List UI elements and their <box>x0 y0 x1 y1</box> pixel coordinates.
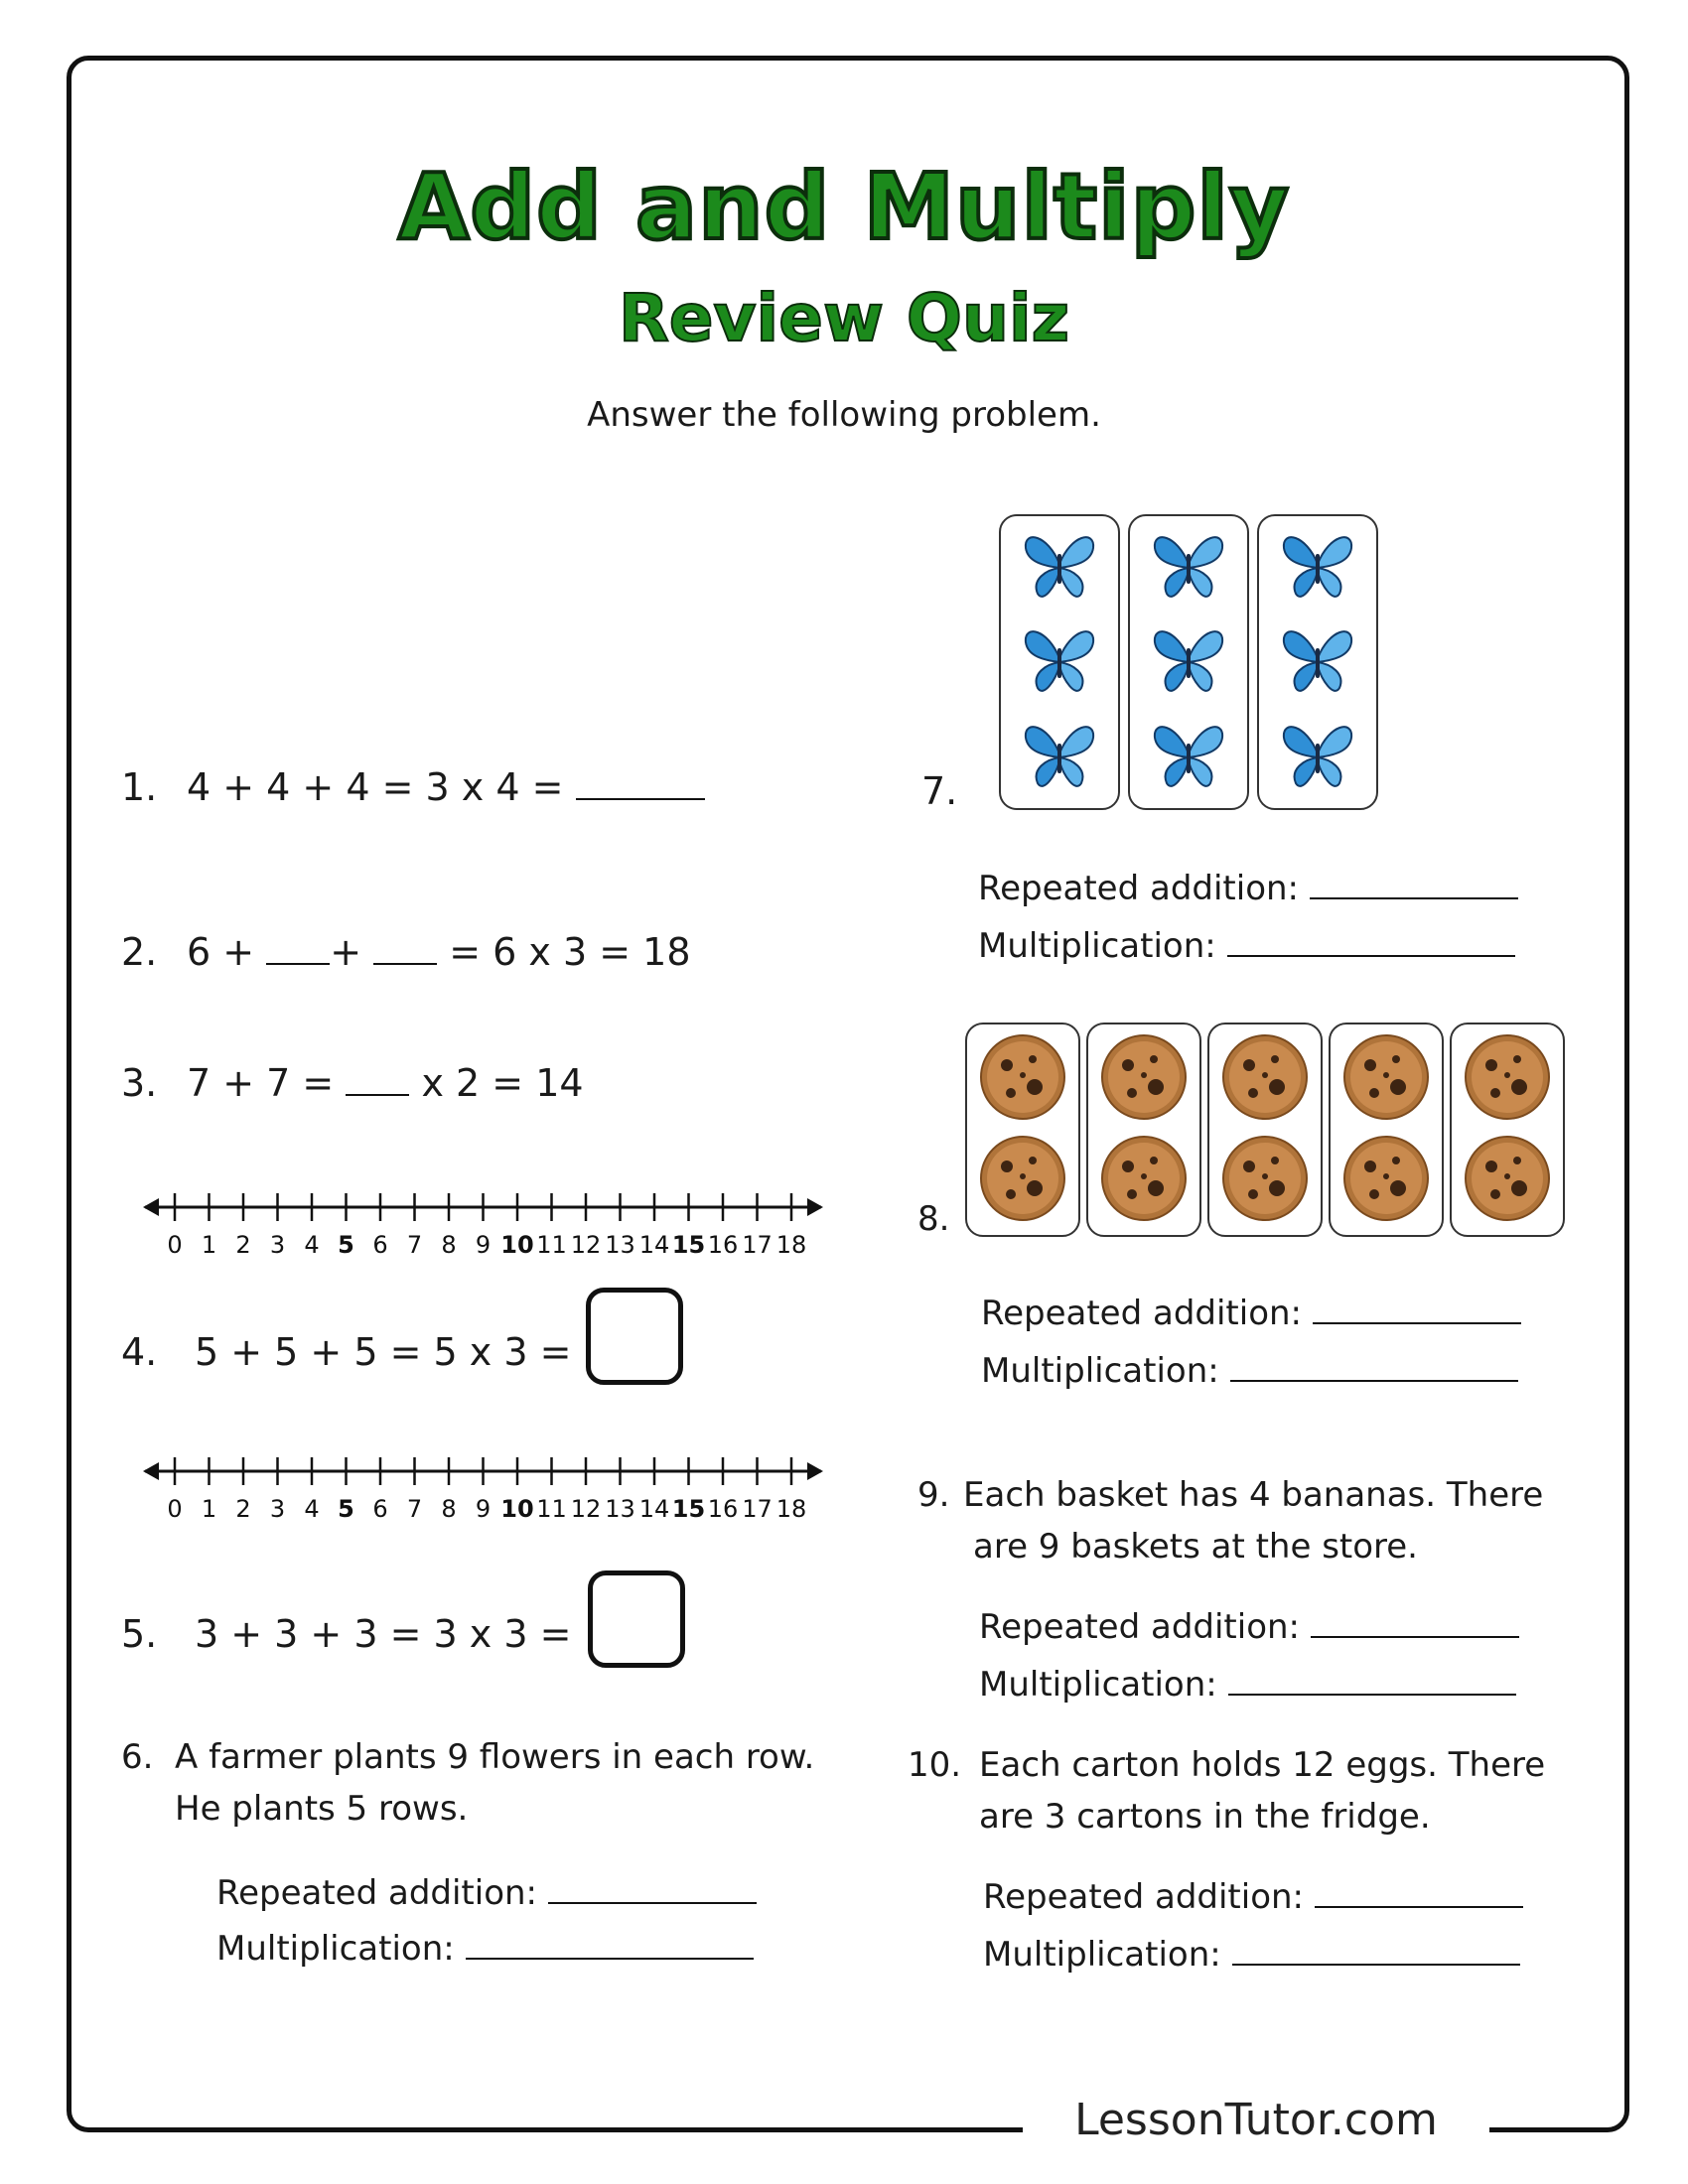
question-number: 4. <box>121 1330 158 1374</box>
cookie-icon <box>1340 1031 1432 1127</box>
number-line-label: 10 <box>500 1495 534 1523</box>
answer-blank[interactable] <box>1230 1346 1518 1382</box>
number-line-label: 8 <box>441 1495 457 1523</box>
question-text-line: Each basket has 4 bananas. There <box>963 1475 1544 1515</box>
answer-blank[interactable] <box>346 1060 409 1096</box>
question-9 <box>917 1469 1543 1572</box>
cookie-icon <box>977 1133 1068 1228</box>
number-line-label: 10 <box>500 1231 534 1259</box>
repeated-addition-label: Repeated addition: <box>983 1877 1305 1917</box>
question-4 <box>121 1330 571 1374</box>
question-number: 1. <box>121 765 158 809</box>
multiplication-label: Multiplication: <box>981 1351 1219 1391</box>
question-part: 7 + 7 = <box>187 1061 335 1105</box>
answer-box[interactable] <box>586 1288 683 1385</box>
answer-blank[interactable] <box>548 1868 757 1904</box>
number-line <box>139 1179 834 1269</box>
number-line-label: 1 <box>201 1495 217 1523</box>
number-line-label: 15 <box>671 1495 706 1523</box>
arrow-left-icon <box>143 1462 159 1480</box>
number-line-label: 15 <box>671 1231 706 1259</box>
repeated-addition-row <box>981 1289 1521 1333</box>
cookie-icon <box>1462 1133 1553 1228</box>
picture-group-card <box>1450 1023 1565 1237</box>
multiplication-row <box>216 1924 754 1969</box>
question-part: 6 + <box>187 930 255 974</box>
number-line-label: 9 <box>475 1495 492 1523</box>
question-number: 7. <box>921 769 958 813</box>
number-line-label: 18 <box>775 1495 807 1523</box>
answer-blank[interactable] <box>1315 1872 1523 1908</box>
butterfly-icon <box>1147 618 1230 706</box>
butterfly-icon <box>1018 618 1101 706</box>
butterfly-icon <box>1018 714 1101 801</box>
number-line-label: 0 <box>167 1495 183 1523</box>
answer-blank[interactable] <box>373 929 437 965</box>
question-part: + <box>330 930 362 974</box>
repeated-addition-label: Repeated addition: <box>216 1873 538 1913</box>
question-text-line: A farmer plants 9 flowers in each row. <box>175 1737 815 1777</box>
number-line-label: 3 <box>269 1495 286 1523</box>
butterfly-icon <box>1147 714 1230 801</box>
picture-group-card <box>999 514 1120 810</box>
number-line-label: 11 <box>536 1231 567 1259</box>
worksheet-subtitle: Review Quiz <box>618 280 1070 356</box>
number-line-label: 5 <box>338 1231 354 1259</box>
number-line-label: 18 <box>775 1231 807 1259</box>
question-expression: 4 + 4 + 4 = 3 x 4 = <box>187 765 564 809</box>
cookie-icon <box>1219 1133 1311 1228</box>
repeated-addition-row <box>216 1868 757 1913</box>
answer-blank[interactable] <box>1310 864 1518 899</box>
answer-blank[interactable] <box>1313 1289 1521 1324</box>
number-line-label: 5 <box>338 1495 354 1523</box>
number-line-label: 1 <box>201 1231 217 1259</box>
multiplication-row <box>978 921 1515 966</box>
question-1 <box>121 764 705 809</box>
question-number: 9. <box>917 1475 950 1515</box>
question-10 <box>908 1739 1545 1843</box>
answer-blank[interactable] <box>1232 1930 1520 1966</box>
answer-blank[interactable] <box>266 929 330 965</box>
answer-box[interactable] <box>588 1570 685 1668</box>
picture-group-card <box>1257 514 1378 810</box>
multiplication-label: Multiplication: <box>983 1935 1221 1975</box>
cookie-icon <box>1462 1031 1553 1127</box>
multiplication-row <box>979 1660 1516 1705</box>
question-3 <box>121 1060 584 1105</box>
question-text-line: He plants 5 rows. <box>175 1789 469 1829</box>
question-number: 6. <box>121 1737 154 1777</box>
multiplication-label: Multiplication: <box>978 926 1216 966</box>
repeated-addition-label: Repeated addition: <box>978 869 1300 908</box>
number-line-label: 6 <box>372 1231 388 1259</box>
instructions: Answer the following problem. <box>587 395 1101 435</box>
multiplication-label: Multiplication: <box>216 1929 455 1969</box>
question-number: 5. <box>121 1612 158 1656</box>
repeated-addition-row <box>983 1872 1523 1917</box>
butterfly-icon <box>1276 524 1359 612</box>
number-line-label: 12 <box>570 1231 602 1259</box>
repeated-addition-label: Repeated addition: <box>981 1294 1303 1333</box>
repeated-addition-row <box>979 1602 1519 1647</box>
question-number: 2. <box>121 930 158 974</box>
butterfly-icon <box>1276 618 1359 706</box>
cookie-icon <box>1219 1031 1311 1127</box>
question-expression: 3 + 3 + 3 = 3 x 3 = <box>195 1612 572 1656</box>
picture-group-card <box>1207 1023 1323 1237</box>
number-line-label: 9 <box>475 1231 492 1259</box>
butterfly-icon <box>1147 524 1230 612</box>
answer-blank[interactable] <box>1311 1602 1519 1638</box>
cookie-icon <box>1340 1133 1432 1228</box>
question-number: 3. <box>121 1061 158 1105</box>
number-line-label: 14 <box>638 1495 670 1523</box>
number-line-label: 2 <box>235 1231 251 1259</box>
question-number: 10. <box>908 1745 962 1785</box>
number-line-label: 13 <box>605 1231 635 1259</box>
picture-group-card <box>965 1023 1080 1237</box>
repeated-addition-row <box>978 864 1518 908</box>
arrow-right-icon <box>807 1198 823 1216</box>
number-line-label: 7 <box>406 1495 423 1523</box>
number-line <box>139 1443 834 1533</box>
number-line-label: 8 <box>441 1231 457 1259</box>
multiplication-row <box>983 1930 1520 1975</box>
number-line-label: 0 <box>167 1231 183 1259</box>
arrow-right-icon <box>807 1462 823 1480</box>
cookie-icon <box>1098 1133 1190 1228</box>
number-line-label: 3 <box>269 1231 286 1259</box>
butterfly-icon <box>1018 524 1101 612</box>
number-line-label: 4 <box>304 1495 320 1523</box>
number-line-label: 16 <box>707 1231 739 1259</box>
multiplication-row <box>981 1346 1518 1391</box>
answer-blank[interactable] <box>1228 1660 1516 1696</box>
picture-group-card <box>1128 514 1249 810</box>
question-expression: 5 + 5 + 5 = 5 x 3 = <box>195 1330 572 1374</box>
answer-blank[interactable] <box>1227 921 1515 957</box>
cookie-icon <box>1098 1031 1190 1127</box>
number-line-label: 14 <box>638 1231 670 1259</box>
number-line-label: 2 <box>235 1495 251 1523</box>
arrow-left-icon <box>143 1198 159 1216</box>
picture-group-card <box>1329 1023 1444 1237</box>
number-line-label: 7 <box>406 1231 423 1259</box>
question-2 <box>121 929 691 974</box>
question-part: x 2 = 14 <box>421 1061 584 1105</box>
number-line-label: 6 <box>372 1495 388 1523</box>
number-line-label: 4 <box>304 1231 320 1259</box>
question-part: = 6 x 3 = 18 <box>449 930 691 974</box>
multiplication-label: Multiplication: <box>979 1665 1217 1705</box>
number-line-label: 16 <box>707 1495 739 1523</box>
question-5 <box>121 1612 571 1656</box>
question-text-line: Each carton holds 12 eggs. There <box>979 1745 1546 1785</box>
number-line-label: 17 <box>742 1495 773 1523</box>
number-line-label: 17 <box>742 1231 773 1259</box>
cookie-icon <box>977 1031 1068 1127</box>
number-line-label: 13 <box>605 1495 635 1523</box>
picture-group-card <box>1086 1023 1201 1237</box>
question-text-line: are 9 baskets at the store. <box>973 1527 1418 1567</box>
answer-blank[interactable] <box>466 1924 754 1960</box>
butterfly-icon <box>1276 714 1359 801</box>
repeated-addition-label: Repeated addition: <box>979 1607 1301 1647</box>
footer-site: LessonTutor.com <box>1074 2095 1438 2145</box>
number-line-label: 11 <box>536 1495 567 1523</box>
worksheet-title: Add and Multiply <box>398 154 1290 260</box>
question-text-line: are 3 cartons in the fridge. <box>979 1797 1431 1837</box>
question-6 <box>121 1731 814 1835</box>
question-number: 8. <box>917 1199 950 1239</box>
number-line-label: 12 <box>570 1495 602 1523</box>
answer-blank[interactable] <box>576 764 705 800</box>
